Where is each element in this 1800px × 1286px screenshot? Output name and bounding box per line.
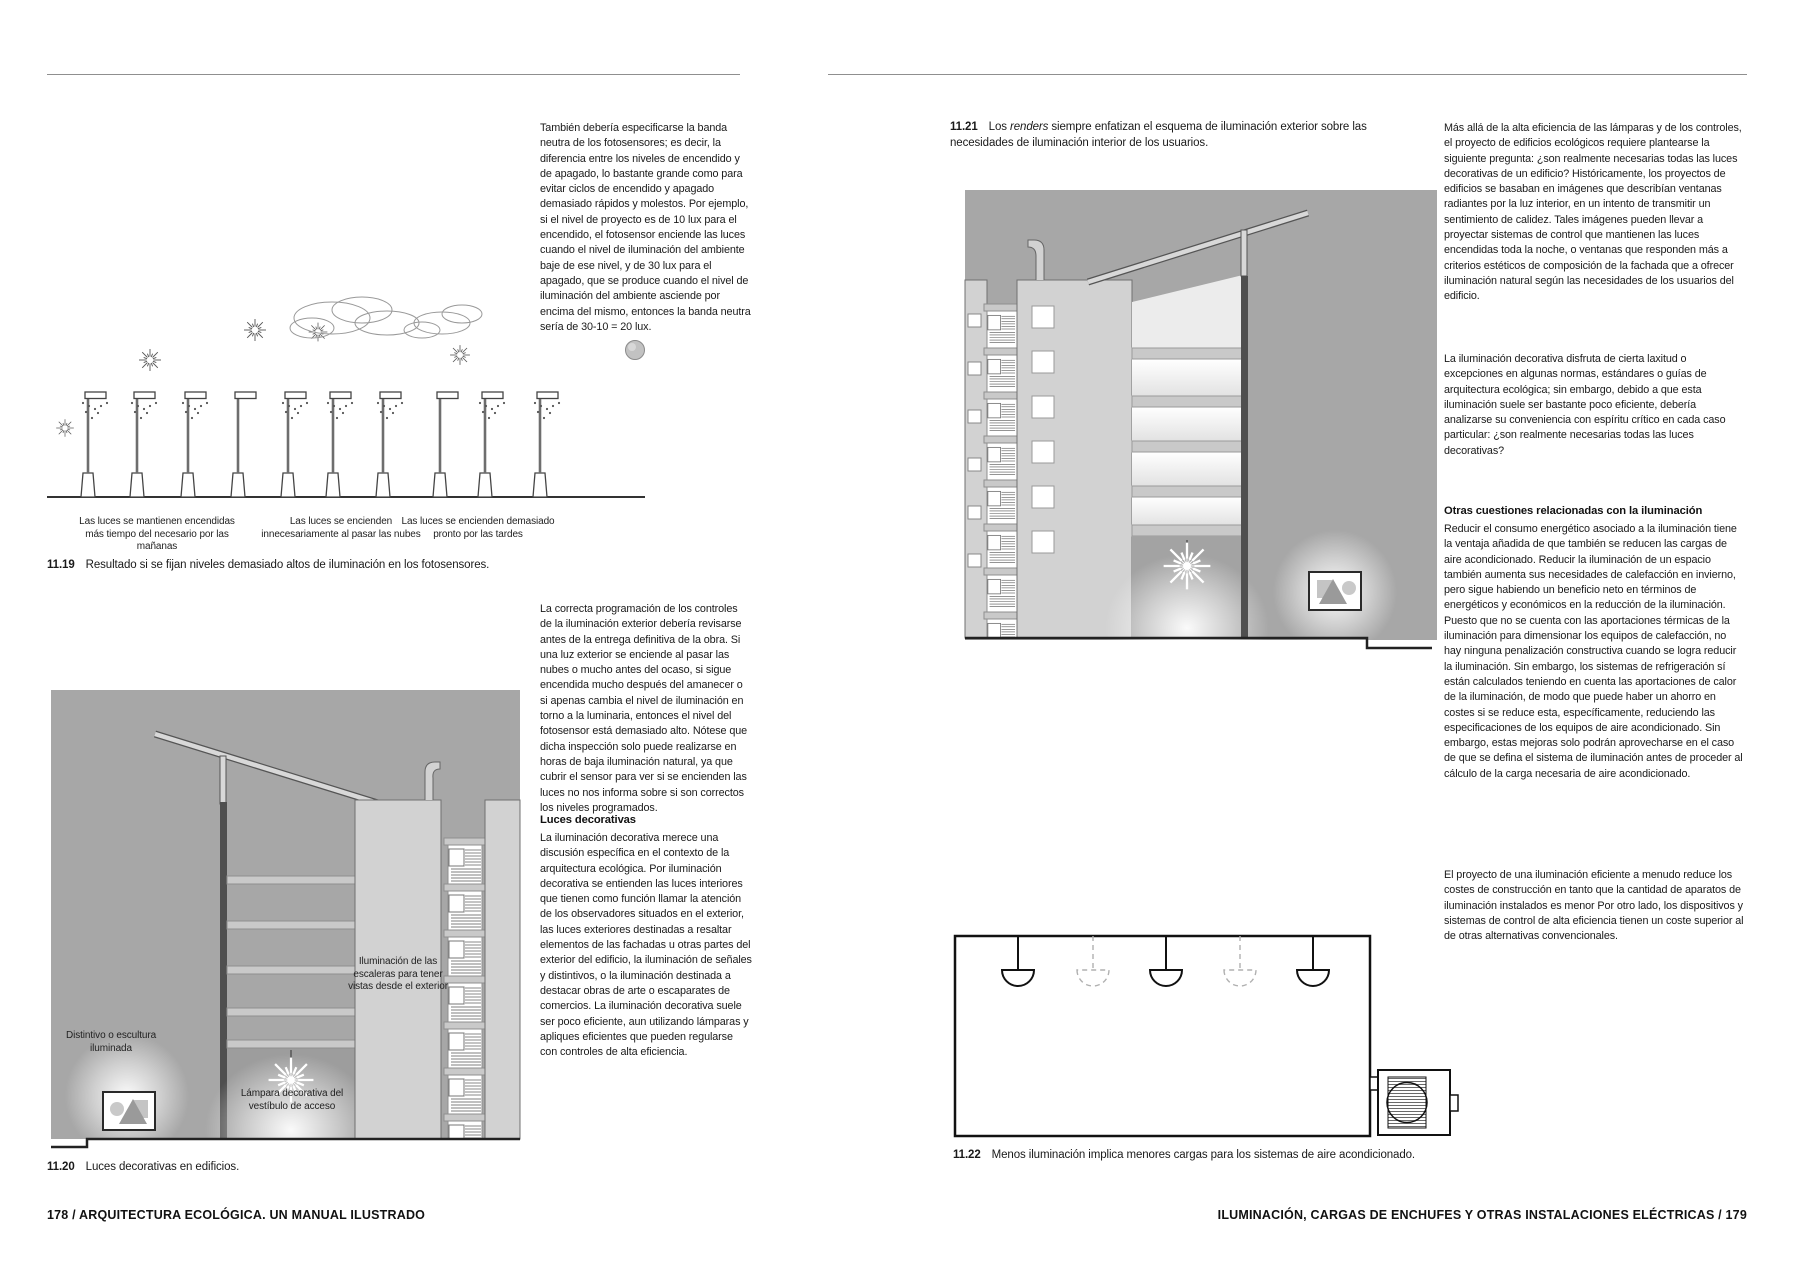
figure-number: 11.21 xyxy=(950,121,978,133)
figure-11-22-caption xyxy=(953,1148,1673,1164)
figure-11-19-label-evening: Las luces se encienden demasiado pronto por las tardes xyxy=(401,516,555,540)
right-page-section-heading: Otras cuestiones relacionadas con la iluminación xyxy=(1444,505,1703,517)
right-page-top-rule xyxy=(828,74,1747,75)
figure-caption-text-post: siempre enfatizan el esquema de iluminación exterior sobre las necesidades de iluminación interior de los usuarios. xyxy=(950,121,1367,149)
figure-11-20-drawing xyxy=(47,688,522,1150)
left-page-section-heading: Luces decorativas xyxy=(540,814,636,826)
right-page-section-paragraph: Reducir el consumo energético asociado a la iluminación tiene la ventaja añadida de que también se reducen las cargas de aire acondicionado. Reducir la iluminación de un espacio también aumenta sus necesidades de calefacción en invierno, pero sigue habiendo un beneficio neto en términos de energéticos y económicos en la reducción de la iluminación. Puesto que no se cuenta con las aportaciones térmicas de la iluminación para dimensionar los equipos de calefacción, no hay ninguna penalización constructiva cuando se logra reducir la iluminación. Sin embargo, los sistemas de refrigeración sí están calculados teniendo en cuenta las aportaciones de calor de la iluminación, de modo que puede haber un ahorro en costes si se reduce esta, específicamente, reduciendo las especificaciones de los equipos de aire acondicionado. Sin embargo, estas mejoras solo podrán aprovecharse en el caso de que se defina el sistema de iluminación antes de proceder al cálculo de la carga necesaria de aire acondicionado. xyxy=(1444,523,1743,780)
decorative-lamp-flash-icon xyxy=(1164,543,1211,590)
left-page-footer: 178 / ARQUITECTURA ECOLÓGICA. UN MANUAL ILUSTRADO xyxy=(47,1208,426,1222)
left-page-top-rule xyxy=(47,74,740,75)
figure-11-22-drawing xyxy=(953,930,1503,1145)
figure-11-20-label-sign: Distintivo o escultura iluminada xyxy=(65,1030,157,1054)
cloud-icon xyxy=(290,297,482,338)
figure-caption-text-pre: Los xyxy=(988,121,1010,133)
left-page-middle-paragraph: La correcta programación de los controles de la iluminación exterior debería revisarse antes de la entrega definitiva de la obra. Si una luz exterior se enciende al pasar las nubes o mucho antes del ocaso, si sigue encendida mucho después del amanecer o si apenas cambia el nivel de iluminación en torno a la luminaria, entonces el nivel del fotosensor está demasiado alto. Nótese que dicha inspección solo puede realizarse en horas de baja iluminación natural, ya que cubrir el sensor para ver si se encienden las luces no nos informa sobre si son correctos los niveles programados. xyxy=(540,603,748,814)
streetlamp-row xyxy=(81,392,560,497)
right-page-footer: ILUMINACIÓN, CARGAS DE ENCHUFES Y OTRAS INSTALACIONES ELÉCTRICAS / 179 xyxy=(1217,1208,1747,1222)
figure-caption-text: Menos iluminación implica menores cargas para los sistemas de aire acondicionado. xyxy=(991,1149,1416,1161)
ac-unit-icon xyxy=(1370,1070,1458,1135)
right-page-paragraph-2: La iluminación decorativa disfruta de cierta laxitud o excepciones en algunas normas, estándares o guías de arquitectura ecológica; sin embargo, debido a que esta iluminación suele ser bastante poco eficiente, debería analizarse su conveniencia con espíritu crítico en cada caso particular: ¿son realmente necesarias todas las luces decorativas? xyxy=(1444,353,1726,457)
stairs-window-column xyxy=(444,838,486,1150)
figure-caption-text: Luces decorativas en edificios. xyxy=(85,1161,240,1173)
stair-tower xyxy=(1017,280,1132,638)
setting-sun-icon xyxy=(626,341,645,360)
figure-11-20-label-lobby: Lámpara decorativa del vestíbulo de acceso xyxy=(240,1088,344,1112)
illuminated-sign-icon xyxy=(103,1092,155,1130)
stairs-window-column xyxy=(984,304,1020,651)
sun-icon xyxy=(139,349,161,371)
left-page-section-paragraph: La iluminación decorativa merece una discusión específica en el contexto de la arquitectura ecológica. Por iluminación decorativa se entienden las luces interiores que tienen como función llamar la atención de los observadores situados en el exterior, las luces exteriores destinadas a resaltar elementos de las fachadas u otras partes del exterior del edificio, la iluminación de señales y distintivos, o la iluminación destinada a destacar obras de arte o escaparates de comercios. La iluminación decorativa suele ser poco eficiente, aun utilizando lámparas y apliques eficientes que pueden regularse con controles de alta eficiencia. xyxy=(540,832,752,1059)
sun-icon xyxy=(244,319,266,341)
atrium-right-wall xyxy=(1241,276,1248,638)
figure-11-19-label-morning: Las luces se mantienen encendidas más tiempo del necesario por las mañanas xyxy=(79,516,235,553)
figure-11-19-label-clouds: Las luces se encienden innecesariamente al pasar las nubes xyxy=(261,516,421,540)
sun-icon xyxy=(450,345,470,365)
figure-11-21-drawing xyxy=(960,186,1440,656)
figure-11-21-caption xyxy=(950,120,1385,151)
right-page-paragraph-1: Más allá de la alta eficiencia de las lámparas y de los controles, el proyecto de edificios ecológicos requiere plantearse la siguiente pregunta: ¿son realmente necesarias todas las luces decorativas de un edificio? Históricamente, los proyectos de edificios se basaban en imágenes que describían ventanas radiantes por la luz interior, en un intento de transmitir un sentimiento de calidez. Tales imágenes pueden llevar a proyectar sistemas de control que mantienen las luces encendidas toda la noche, o ventanas que responden más a criterios estéticos de composición de la fachada que a ofrecer iluminación natural según las necesidades de los usuarios del edificio. xyxy=(1444,122,1742,303)
figure-11-20-caption xyxy=(47,1160,547,1176)
figure-11-20-label-stairs: Iluminación de las escaleras para tener vistas desde el exterior xyxy=(348,956,448,993)
illuminated-sign-icon xyxy=(1309,572,1361,610)
figure-11-19-drawing xyxy=(47,278,742,510)
right-page-closing-paragraph: El proyecto de una iluminación eficiente a menudo reduce los costes de construcción en tanto que la cantidad de aparatos de iluminación instalados es menor Por otro lado, los dispositivos y sistemas de control de alta eficiencia tienen un coste superior al de otras alternativas convencionales. xyxy=(1444,869,1744,943)
left-facade xyxy=(965,280,987,638)
figure-number: 11.22 xyxy=(953,1149,981,1161)
left-page-top-paragraph: También debería especificarse la banda neutra de los fotosensores; es decir, la diferencia entre los niveles de encendido y de apagado, lo bastante grande como para evitar ciclos de encendido y apagado demasiado rápidos y molestos. Por ejemplo, si el nivel de proyecto es de 10 lux para el encendido, el fotosensor enciende las luces cuando el nivel de iluminación del ambiente baje de ese nivel, y de 30 lux para el apagado, que se produce cuando el nivel de iluminación del ambiente asciende por encima del mismo, entonces la banda neutra sería de 30-10 = 20 lux. xyxy=(540,122,751,333)
figure-caption-text: Resultado si se fijan niveles demasiado altos de iluminación en los fotosensores. xyxy=(85,559,490,571)
sun-icon xyxy=(56,419,74,437)
figure-caption-italic: renders xyxy=(1010,121,1049,133)
figure-number: 11.19 xyxy=(47,559,75,571)
figure-number: 11.20 xyxy=(47,1161,75,1173)
figure-11-19-caption xyxy=(47,558,737,574)
far-building-block xyxy=(485,800,520,1139)
